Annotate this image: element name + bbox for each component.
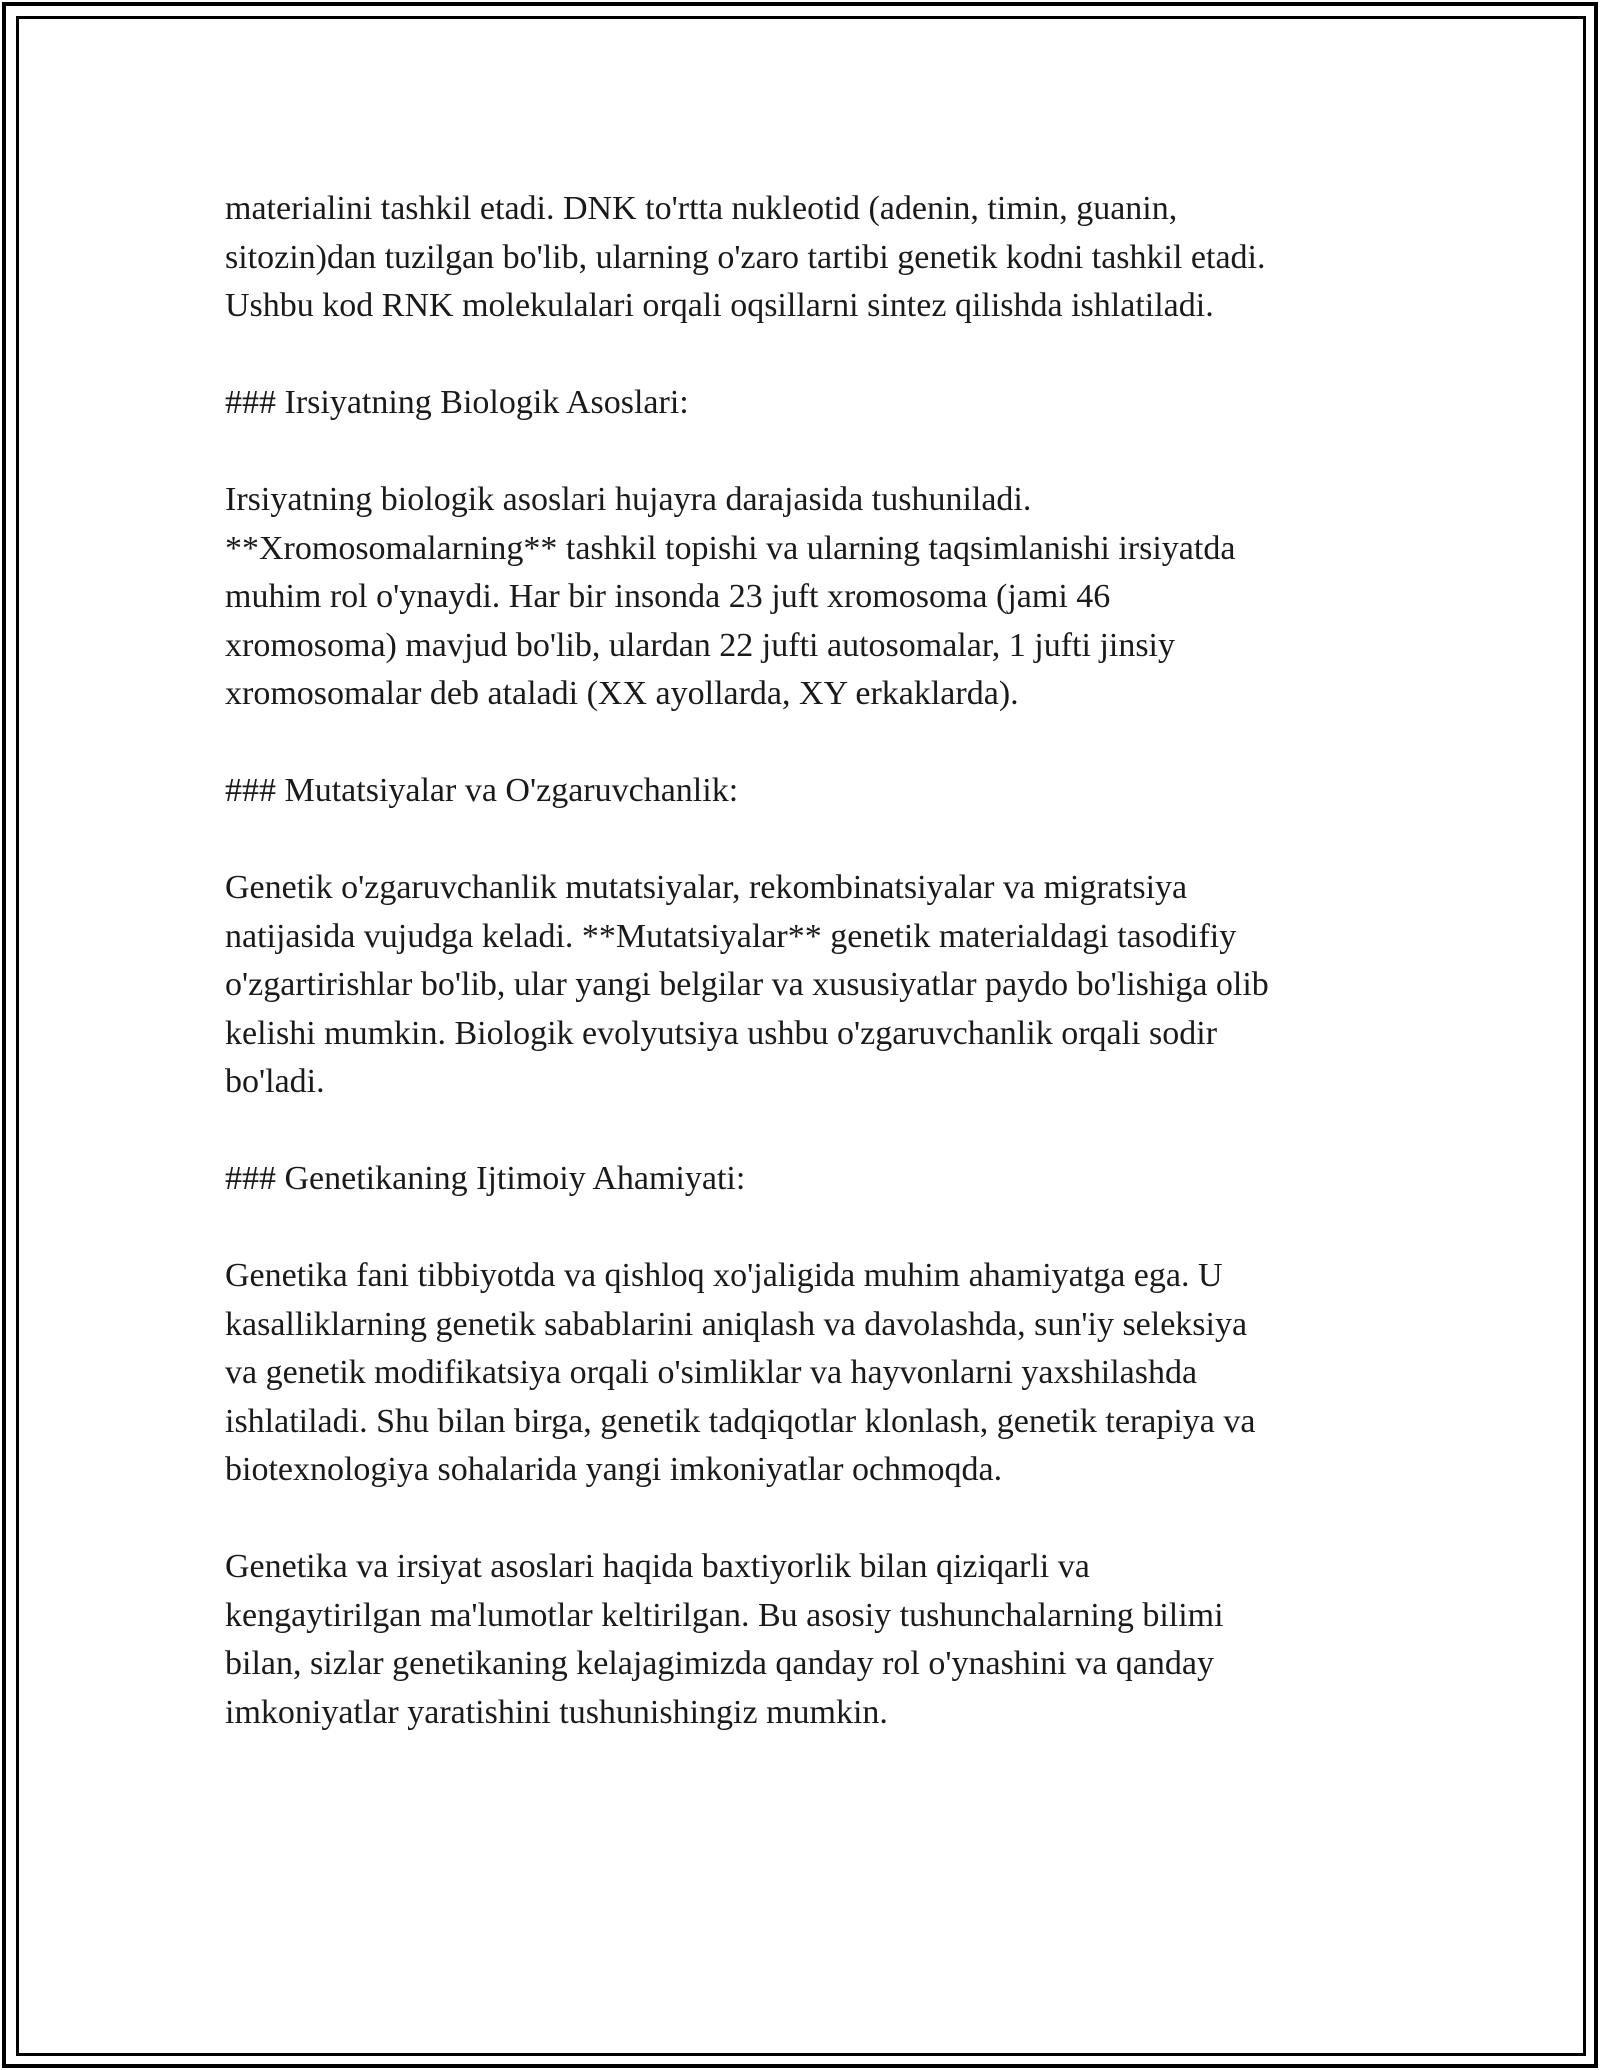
- paragraph-xromosomalar: Irsiyatning biologik asoslari hujayra darajasida tushuniladi. **Xromosomalarning** tashkil topishi va ularning taqsimlanishi irsiyatda muhim rol o'ynaydi. Har bir insonda 23 juft xromosoma (jami 46 xromosoma) mavjud bo'lib, ulardan 22 jufti autosomalar, 1 jufti jinsiy xromosomalar deb ataladi (XX ayollarda, XY erkaklarda).: [225, 481, 1236, 712]
- document-body: [225, 185, 1375, 1786]
- paragraph-genetika-fani: Genetika fani tibbiyotda va qishloq xo'jaligida muhim ahamiyatga ega. U kasalliklarning genetik sabablarini aniqlash va davolashda, sun'iy seleksiya va genetik modifikatsiya orqali o'simliklar va hayvonlarni yaxshilashda ishlatiladi. Shu bilan birga, genetik tadqiqotlar klonlash, genetik terapiya va biotexnologiya sohalarida yangi imkoniyatlar ochmoqda.: [225, 1257, 1256, 1488]
- heading-ijtimoiy-ahamiyat: ### Genetikaning Ijtimoiy Ahamiyati:: [225, 1160, 746, 1197]
- heading-irsiyat-biologik-asoslari: ### Irsiyatning Biologik Asoslari:: [225, 384, 689, 421]
- paragraph-dnk-intro: materialini tashkil etadi. DNK to'rtta nukleotid (adenin, timin, guanin, sitozin)dan tuzilgan bo'lib, ularning o'zaro tartibi genetik kodni tashkil etadi. Ushbu kod RNK molekulalari orqali oqsillarni sintez qilishda ishlatiladi.: [225, 190, 1266, 324]
- paragraph-conclusion: Genetika va irsiyat asoslari haqida baxtiyorlik bilan qiziqarli va kengaytirilgan ma'lumotlar keltirilgan. Bu asosiy tushunchalarning bilimi bilan, sizlar genetikaning kelajagimizda qanday rol o'ynashini va qanday imkoniyatlar yaratishini tushunishingiz mumkin.: [225, 1548, 1224, 1731]
- paragraph-ozgaruvchanlik: Genetik o'zgaruvchanlik mutatsiyalar, rekombinatsiyalar va migratsiya natijasida vujudga keladi. **Mutatsiyalar** genetik materialdagi tasodifiy o'zgartirishlar bo'lib, ular yangi belgilar va xususiyatlar paydo bo'lishiga olib kelishi mumkin. Biologik evolyutsiya ushbu o'zgaruvchanlik orqali sodir bo'ladi.: [225, 869, 1269, 1100]
- heading-mutatsiyalar: ### Mutatsiyalar va O'zgaruvchanlik:: [225, 772, 739, 809]
